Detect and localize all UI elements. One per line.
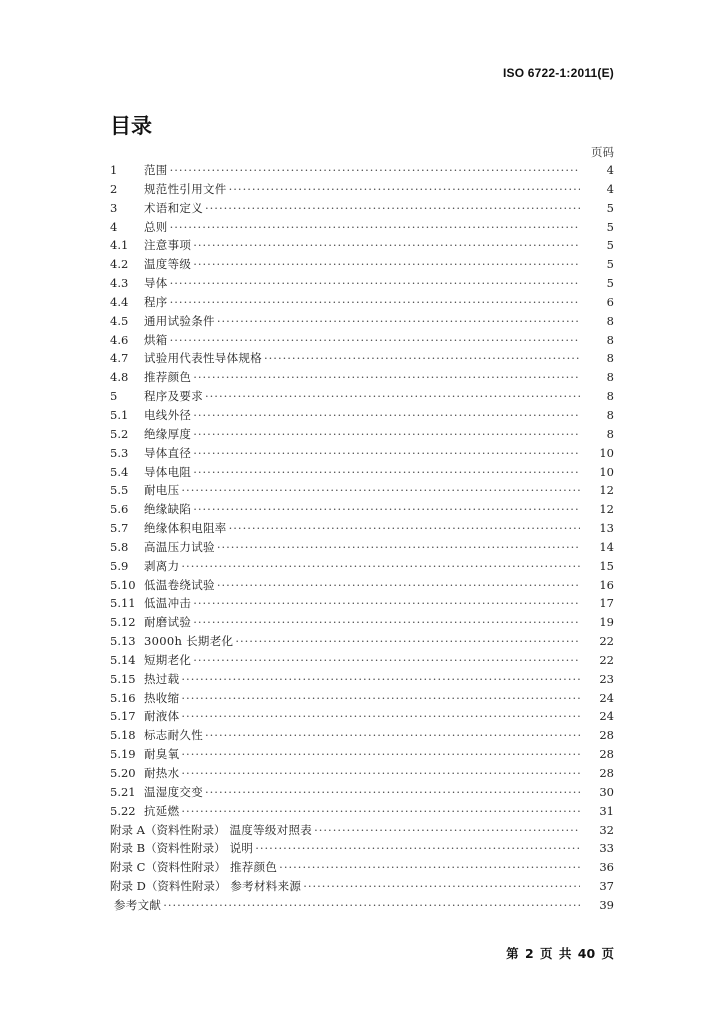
toc-entry-number: 5.16 (110, 690, 136, 705)
toc-entry[interactable] (110, 387, 614, 406)
toc-entry-number: 5.14 (110, 652, 136, 667)
toc-entry[interactable] (110, 783, 614, 802)
toc-entry[interactable] (110, 651, 614, 670)
toc-entry-number: 5.20 (110, 766, 136, 780)
toc-entry-label: 总则 (144, 219, 168, 234)
toc-entry-number: 5.5 (110, 483, 129, 498)
toc-entry-page: 19 (599, 615, 614, 630)
toc-entry[interactable] (110, 463, 614, 482)
toc-entry-page: 5 (606, 276, 614, 291)
toc-entry[interactable] (110, 161, 614, 180)
toc-dot-leader (193, 500, 580, 519)
toc-entry-label: 耐液体 (144, 709, 180, 724)
toc-entry[interactable] (110, 444, 614, 463)
toc-entry-label: 短期老化 (144, 652, 192, 667)
toc-entry[interactable] (110, 236, 614, 255)
toc-dot-leader (170, 331, 580, 350)
toc-entry-number: 5.17 (110, 709, 136, 724)
toc-entry-label: 高温压力试验 (144, 539, 215, 554)
toc-entry[interactable] (110, 613, 614, 632)
toc-dot-leader (181, 689, 580, 708)
toc-entry-label: 推荐颜色 (144, 370, 192, 385)
toc-entry-label: 温度等级 (144, 257, 192, 272)
toc-dot-leader (235, 632, 580, 651)
toc-entry-number: 附录 A（资料性附录） (110, 822, 226, 837)
toc-dot-leader (170, 293, 580, 312)
toc-entry-label: 热收缩 (144, 690, 180, 705)
toc-entry[interactable] (110, 858, 614, 877)
toc-dot-leader (181, 764, 580, 783)
toc-entry-page: 4 (606, 163, 614, 177)
toc-entry-number: 5.6 (110, 502, 129, 517)
toc-dot-leader (163, 896, 580, 915)
toc-entry-page: 5 (606, 219, 614, 234)
toc-entry[interactable] (110, 576, 614, 595)
toc-entry-page: 30 (599, 784, 614, 799)
toc-entry-label: 规范性引用文件 (144, 181, 227, 196)
toc-entry-label: 范围 (144, 163, 168, 177)
toc-entry-label: 绝缘缺陷 (144, 502, 192, 517)
toc-entry[interactable] (110, 255, 614, 274)
page-footer: 第 2 页 共 40 页 (506, 946, 614, 961)
toc-dot-leader (193, 651, 580, 670)
toc-entry-page: 39 (599, 897, 614, 912)
toc-dot-leader (193, 255, 580, 274)
toc-entry-page: 32 (599, 822, 614, 837)
toc-dot-leader (193, 425, 580, 444)
toc-entry[interactable] (110, 199, 614, 218)
toc-entry-label: 导体电阻 (144, 464, 192, 479)
toc-entry-number: 5.15 (110, 671, 136, 686)
toc-dot-leader (193, 406, 580, 425)
page-title: 目录 (110, 114, 152, 138)
toc-entry-number: 5.22 (110, 803, 136, 818)
toc-entry-label: 通用试验条件 (144, 313, 215, 328)
toc-dot-leader (217, 538, 580, 557)
toc-entry-page: 17 (599, 596, 614, 611)
toc-entry-page: 33 (599, 841, 614, 856)
toc-entry-label: 温度等级对照表 (229, 822, 313, 837)
toc-entry-page: 10 (599, 464, 614, 479)
toc-entry-page: 8 (606, 407, 614, 422)
toc-entry-number: 4.5 (110, 313, 129, 328)
toc-entry[interactable] (110, 594, 614, 613)
toc-dot-leader (193, 613, 580, 632)
toc-dot-leader (170, 274, 580, 293)
toc-entry-page: 13 (599, 521, 614, 536)
toc-dot-leader (205, 199, 580, 218)
toc-entry-label: 3000h 长期老化 (144, 634, 234, 649)
toc-entry-label: 术语和定义 (144, 200, 203, 215)
toc-entry[interactable] (110, 707, 614, 726)
toc-entry-page: 8 (606, 370, 614, 385)
toc-entry-number: 附录 B（资料性附录） (110, 841, 226, 856)
toc-entry[interactable] (110, 293, 614, 312)
toc-entry-page: 8 (606, 426, 614, 441)
toc-entry-label: 耐电压 (144, 483, 180, 498)
toc-entry-label: 参考材料来源 (230, 879, 302, 894)
toc-entry[interactable] (110, 745, 614, 764)
toc-entry-page: 8 (606, 351, 614, 366)
toc-entry-page: 8 (606, 313, 614, 328)
toc-entry-page: 28 (599, 728, 614, 743)
toc-dot-leader (217, 312, 580, 331)
toc-entry[interactable] (110, 180, 614, 199)
toc-entry[interactable] (110, 821, 614, 840)
toc-dot-leader (303, 877, 580, 896)
toc-dot-leader (181, 670, 580, 689)
toc-entry-number: 4.2 (110, 257, 129, 272)
toc-entry-page: 6 (606, 294, 614, 309)
toc-entry-label: 耐热水 (144, 766, 180, 780)
toc-entry[interactable] (110, 557, 614, 576)
toc-entry-number: 4.1 (110, 238, 129, 253)
toc-dot-leader (181, 481, 580, 500)
toc-entry-page: 15 (599, 558, 614, 573)
toc-entry-page: 31 (599, 803, 614, 818)
toc-dot-leader (193, 368, 580, 387)
toc-entry[interactable] (110, 519, 614, 538)
toc-entry[interactable] (110, 500, 614, 519)
toc-entry[interactable] (110, 218, 614, 237)
toc-entry[interactable] (110, 632, 614, 651)
toc-entry-number: 5.10 (110, 577, 136, 592)
toc-dot-leader (193, 444, 580, 463)
toc-entry-label: 程序及要求 (144, 389, 203, 404)
toc-entry[interactable] (110, 368, 614, 387)
toc-entry-page: 5 (606, 200, 614, 215)
toc-entry-page: 12 (599, 502, 614, 517)
toc-entry-label: 推荐颜色 (229, 860, 278, 875)
toc-entry-number: 5.18 (110, 728, 136, 743)
toc-entry-label: 程序 (144, 294, 168, 309)
toc-entry-page: 22 (599, 652, 614, 667)
toc-dot-leader (181, 707, 580, 726)
toc-entry-label: 标志耐久性 (144, 728, 203, 743)
toc-entry-label: 耐磨试验 (144, 615, 192, 630)
toc-entry-number: 附录 C（资料性附录） (110, 860, 226, 875)
toc-entry-page: 8 (606, 332, 614, 347)
toc-entry-label: 热过载 (144, 671, 180, 686)
toc-entry-number: 5 (110, 389, 118, 404)
toc-entry-number: 5.11 (110, 596, 136, 611)
toc-entry-page: 12 (599, 483, 614, 498)
toc-entry-page: 28 (599, 766, 614, 780)
toc-entry-number: 5.12 (110, 615, 136, 630)
toc-entry-label: 温湿度交变 (144, 784, 203, 799)
toc-dot-leader (217, 576, 580, 595)
toc-dot-leader (170, 218, 580, 237)
toc-entry-label: 绝缘厚度 (144, 426, 192, 441)
toc-entry-label: 导体 (144, 276, 168, 291)
toc-entry-number: 4 (110, 219, 118, 234)
toc-entry-label: 低温卷绕试验 (144, 577, 215, 592)
toc-entry-number: 附录 D（资料性附录） (110, 879, 227, 894)
toc-entry[interactable] (110, 670, 614, 689)
toc-entry-page: 36 (599, 860, 614, 875)
toc-entry[interactable] (110, 481, 614, 500)
toc-entry-page: 5 (606, 238, 614, 253)
toc-dot-leader (170, 161, 580, 180)
toc-dot-leader (205, 726, 580, 745)
toc-dot-leader (181, 745, 580, 764)
toc-entry[interactable] (110, 764, 614, 783)
toc-entry-label: 注意事项 (144, 238, 192, 253)
toc-entry-page: 24 (599, 709, 614, 724)
toc-entry[interactable] (110, 349, 614, 368)
toc-entry-number: 5.2 (110, 426, 129, 441)
toc-entry-label: 烘箱 (144, 332, 168, 347)
toc-entry-page: 4 (606, 181, 614, 196)
toc-entry-page: 16 (599, 577, 614, 592)
toc-entry-page: 24 (599, 690, 614, 705)
toc-entry[interactable] (110, 802, 614, 821)
toc-dot-leader (193, 594, 580, 613)
toc-entry-page: 14 (599, 539, 614, 554)
toc-entry[interactable] (110, 689, 614, 708)
toc-entry-label: 低温冲击 (144, 596, 192, 611)
toc-entry-number: 4.8 (110, 370, 129, 385)
toc-entry-number: 5.9 (110, 558, 129, 573)
toc-entry-page: 37 (599, 879, 614, 894)
toc-entry-number: 5.7 (110, 521, 129, 536)
toc-entry-page: 8 (606, 389, 614, 404)
toc-entry[interactable] (110, 331, 614, 350)
toc-entry[interactable] (110, 425, 614, 444)
toc-entry[interactable] (110, 406, 614, 425)
toc-entry-number: 2 (110, 181, 118, 196)
toc-dot-leader (279, 858, 580, 877)
toc-dot-leader (264, 349, 580, 368)
toc-entry-label: 参考文献 (114, 897, 162, 912)
toc-entry-label: 抗延燃 (144, 803, 180, 818)
toc-entry-label: 剥离力 (144, 558, 180, 573)
toc-entry-number: 5.19 (110, 747, 136, 762)
toc-entry-label: 说明 (229, 841, 254, 856)
toc-entry-number: 4.3 (110, 276, 129, 291)
toc-entry-number: 5.1 (110, 407, 129, 422)
toc-entry[interactable] (110, 877, 614, 896)
toc-entry-number: 5.4 (110, 464, 129, 479)
toc-entry-page: 28 (599, 747, 614, 762)
toc-entry-number: 1 (110, 163, 118, 177)
toc-entry[interactable] (110, 274, 614, 293)
toc-entry-page: 23 (599, 671, 614, 686)
toc-entry[interactable] (110, 538, 614, 557)
toc-entry-number: 5.3 (110, 445, 129, 460)
toc-entry[interactable] (110, 839, 614, 858)
toc-entry-number: 4.7 (110, 351, 129, 366)
toc-entry-page: 22 (599, 634, 614, 649)
toc-entry-label: 试验用代表性导体规格 (144, 351, 262, 366)
toc-entry-number: 5.13 (110, 634, 136, 649)
toc-dot-leader (255, 839, 580, 858)
toc-entry-number: 3 (110, 200, 118, 215)
toc-dot-leader (314, 821, 580, 840)
toc-entry[interactable] (110, 726, 614, 745)
toc-dot-leader (181, 557, 580, 576)
toc-dot-leader (229, 519, 580, 538)
toc-dot-leader (205, 783, 580, 802)
page-column-label: 页码 (591, 145, 614, 159)
toc-entry[interactable] (110, 896, 614, 915)
toc-dot-leader (193, 463, 580, 482)
toc-entry-label: 导体直径 (144, 445, 192, 460)
toc-entry-number: 5.8 (110, 539, 129, 554)
table-of-contents (110, 161, 614, 915)
toc-entry-number: 4.6 (110, 332, 129, 347)
toc-entry-number: 5.21 (110, 784, 136, 799)
toc-entry-number: 4.4 (110, 294, 129, 309)
toc-dot-leader (205, 387, 580, 406)
toc-entry-page: 10 (599, 445, 614, 460)
toc-dot-leader (229, 180, 580, 199)
toc-entry-label: 绝缘体积电阻率 (144, 521, 227, 536)
toc-entry-page: 5 (606, 257, 614, 272)
toc-dot-leader (181, 802, 580, 821)
toc-dot-leader (193, 236, 580, 255)
toc-entry-label: 电线外径 (144, 407, 192, 422)
standard-number: ISO 6722-1:2011(E) (503, 66, 614, 80)
toc-entry[interactable] (110, 312, 614, 331)
toc-entry-label: 耐臭氧 (144, 747, 180, 762)
